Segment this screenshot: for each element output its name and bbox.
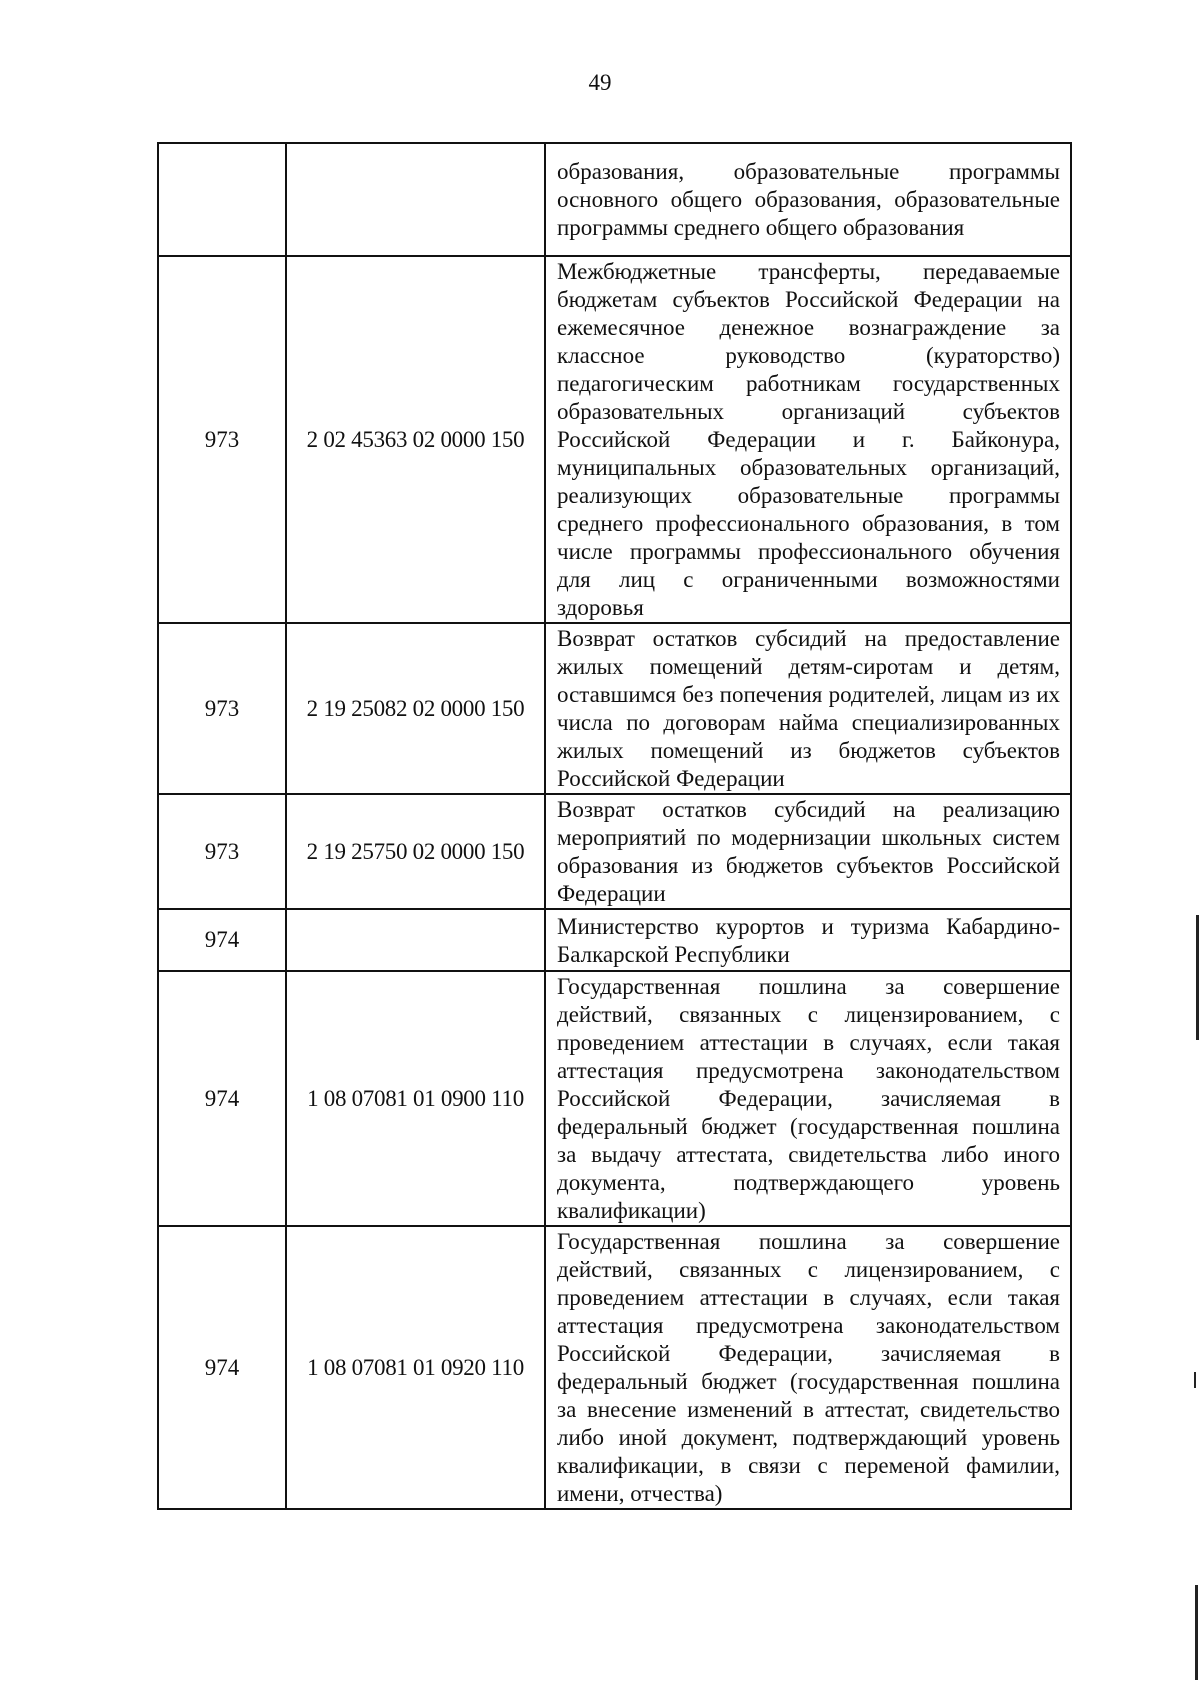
budget-code-cell: 1 08 07081 01 0920 110: [286, 1226, 545, 1509]
page-number: 49: [588, 70, 612, 95]
budget-code-cell: [286, 143, 545, 256]
table-row: [158, 909, 1071, 971]
revenue-name-cell: образования, образовательные программы основного общего образования, образовательные программы среднего общего образования: [545, 143, 1071, 256]
admin-code-cell: 974: [158, 971, 286, 1226]
revenue-name-cell: Государственная пошлина за совершение действий, связанных с лицензированием, с проведением аттестации в случаях, если такая аттестация предусмотрена законодательством Российской Федерации, зачисляемая в федеральный бюджет (государственная пошлина за внесение изменений в аттестат, свидетельство либо иной документ, подтверждающий уровень квалификации, в связи с переменой фамилии, имени, отчества): [545, 1226, 1071, 1509]
admin-code-cell: 974: [158, 1226, 286, 1509]
revenue-name-cell: Министерство курортов и туризма Кабардино-Балкарской Республики: [545, 909, 1071, 971]
admin-code-cell: 973: [158, 256, 286, 623]
table-row: [158, 623, 1071, 794]
admin-code-cell: [158, 143, 286, 256]
table-row: [158, 794, 1071, 909]
scan-edge-mark: [1195, 1585, 1198, 1680]
scan-edge-mark: [1194, 1372, 1196, 1388]
budget-code-cell: 2 19 25750 02 0000 150: [286, 794, 545, 909]
budget-code-cell: 1 08 07081 01 0900 110: [286, 971, 545, 1226]
budget-codes-table: [157, 142, 1072, 1510]
budget-code-cell: [286, 909, 545, 971]
table-row: [158, 971, 1071, 1226]
revenue-name-cell: Возврат остатков субсидий на реализацию мероприятий по модернизации школьных систем образования из бюджетов субъектов Российской Федерации: [545, 794, 1071, 909]
budget-code-cell: 2 19 25082 02 0000 150: [286, 623, 545, 794]
admin-code-cell: 974: [158, 909, 286, 971]
revenue-name-cell: Межбюджетные трансферты, передаваемые бюджетам субъектов Российской Федерации на ежемесячное денежное вознаграждение за классное руководство (кураторство) педагогическим работникам государственных образовательных организаций субъектов Российской Федерации и г. Байконура, муниципальных образовательных организаций, реализующих образовательные программы среднего профессионального образования, в том числе программы профессионального обучения для лиц с ограниченными возможностями здоровья: [545, 256, 1071, 623]
budget-code-cell: 2 02 45363 02 0000 150: [286, 256, 545, 623]
revenue-name-cell: Государственная пошлина за совершение действий, связанных с лицензированием, с проведением аттестации в случаях, если такая аттестация предусмотрена законодательством Российской Федерации, зачисляемая в федеральный бюджет (государственная пошлина за выдачу аттестата, свидетельства либо иного документа, подтверждающего уровень квалификации): [545, 971, 1071, 1226]
table-row: [158, 1226, 1071, 1509]
admin-code-cell: 973: [158, 794, 286, 909]
admin-code-cell: 973: [158, 623, 286, 794]
table-row: [158, 256, 1071, 623]
scan-edge-mark: [1196, 915, 1199, 1040]
table-row: [158, 143, 1071, 256]
revenue-name-cell: Возврат остатков субсидий на предоставление жилых помещений детям-сиротам и детям, оставшимся без попечения родителей, лицам из их числа по договорам найма специализированных жилых помещений из бюджетов субъектов Российской Федерации: [545, 623, 1071, 794]
